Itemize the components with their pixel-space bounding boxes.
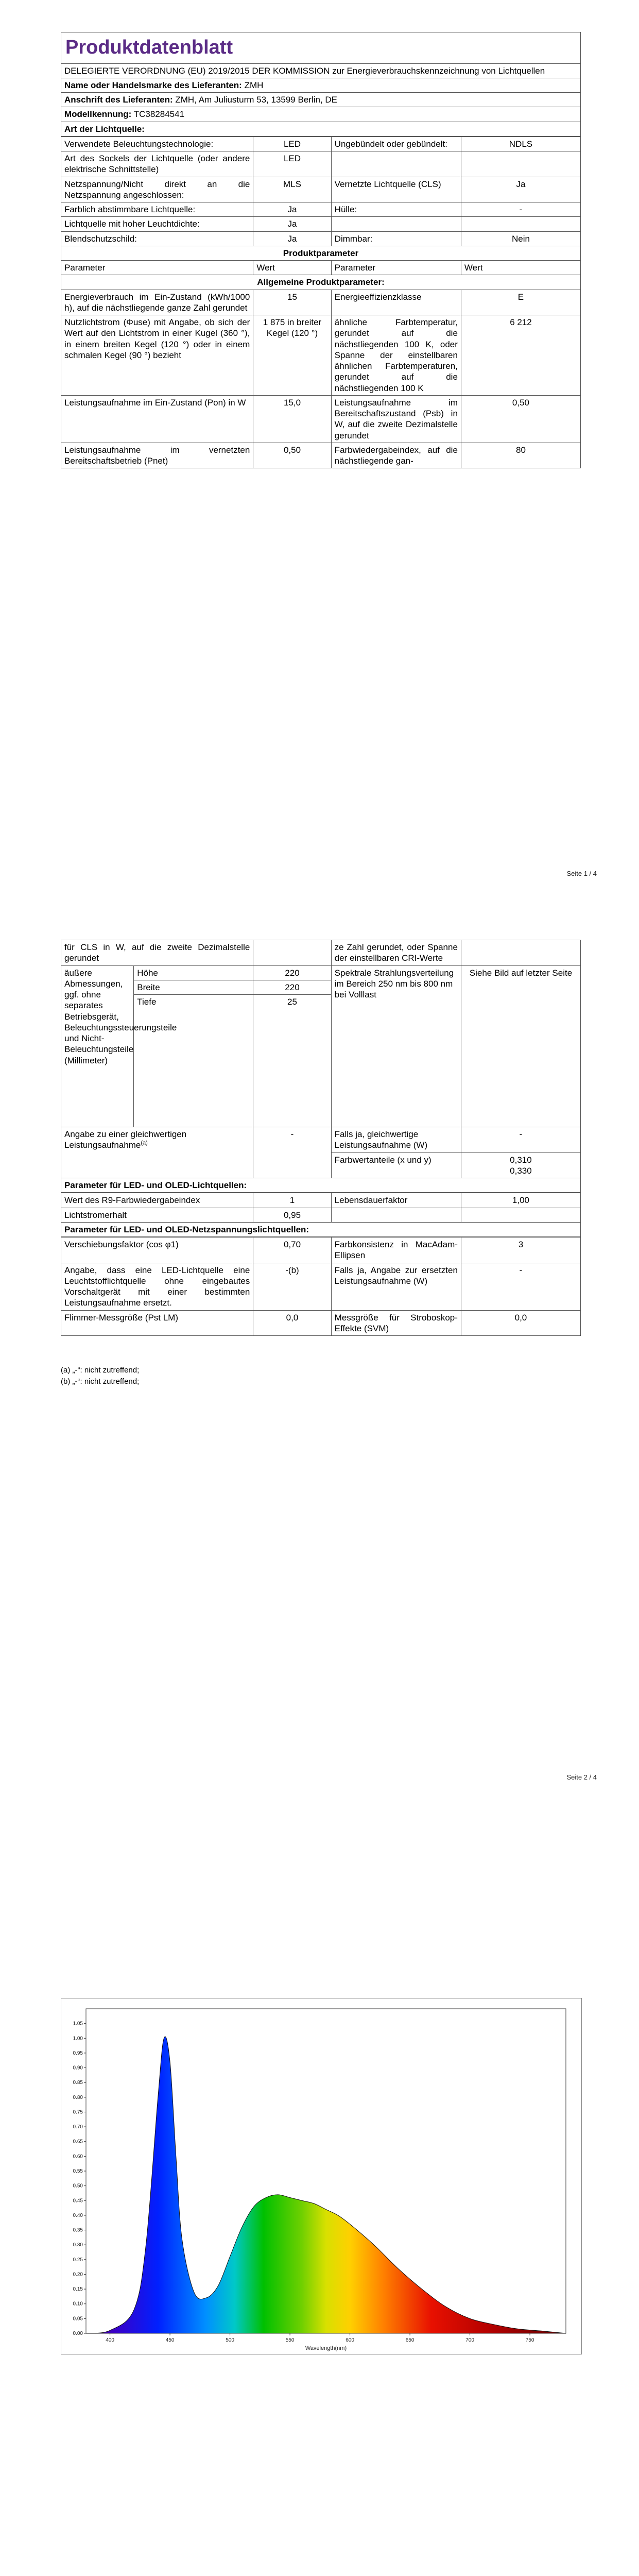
model-row [61, 107, 581, 122]
address-value: ZMH, Am Juliusturm 53, 13599 Berlin, DE [175, 95, 338, 105]
y-tick-label: 0.95 [73, 2050, 83, 2056]
y-tick-label: 0.00 [73, 2331, 83, 2336]
y-tick-label: 0.50 [73, 2183, 83, 2189]
spectrum-chart-svg [61, 1998, 581, 2354]
param-label-2 [331, 151, 461, 177]
datasheet-table-page-1 [61, 32, 581, 468]
x-tick-label: 650 [405, 2337, 415, 2343]
param-label-2: ähnliche Farbtemperatur, gerundet auf die nächstliegenden 100 K, oder Spanne der einstellbaren ähnlichen Farbtemperaturen, gerundet auf die nächstliegenden 100 K [331, 315, 461, 396]
param-value: -(b) [253, 1263, 331, 1310]
page-3 [0, 1807, 639, 2576]
chromaticity-y: 0,330 [510, 1165, 532, 1176]
x-tick-label: 500 [226, 2337, 234, 2343]
param-label-2: Energieeffizienzklasse [331, 290, 461, 315]
param-label: Wert des R9-Farbwiedergabeindex [61, 1193, 253, 1208]
footnotes [61, 1365, 139, 1387]
dim-value-height: 220 [253, 965, 331, 980]
page-number: Seite 2 / 4 [566, 1773, 597, 1781]
y-tick-label: 0.70 [73, 2124, 83, 2130]
param-value-2 [461, 1208, 580, 1222]
param-value: 15 [253, 290, 331, 315]
page-2 [0, 904, 639, 1807]
x-tick-label: 600 [346, 2337, 354, 2343]
param-label-2: Farbkonsistenz in MacAdam-Ellipsen [331, 1237, 461, 1263]
param-value: Ja [253, 202, 331, 217]
y-tick-label: 0.75 [73, 2109, 83, 2115]
general-param-row [61, 395, 581, 443]
supplier-label: Name oder Handelsmarke des Lieferanten: [64, 80, 242, 90]
chromaticity-label: Farbwertanteile (x und y) [331, 1153, 461, 1178]
param-value-2: 80 [461, 443, 580, 468]
dimensions-label: äußere Abmessungen, ggf. ohne separates Betriebsgerät, Beleuchtungssteuerungsteile und Nicht-Beleuchtungsteile (Millimeter) [61, 965, 134, 1127]
y-tick-label: 0.80 [73, 2094, 83, 2100]
general-params-header: Allgemeine Produktparameter: [61, 275, 581, 290]
param-value: 1 875 in breiter Kegel (120 °) [253, 315, 331, 396]
x-tick-label: 700 [465, 2337, 474, 2343]
y-tick-label: 0.90 [73, 2065, 83, 2071]
x-tick-label: 750 [525, 2337, 534, 2343]
equivalent-power-text: Angabe zu einer gleichwertigen Leistungsaufnahme [64, 1129, 187, 1150]
spectrum-area [86, 2037, 566, 2333]
param-label-2: Vernetzte Lichtquelle (CLS) [331, 177, 461, 202]
param-label-2: Messgröße für Stroboskop-Effekte (SVM) [331, 1310, 461, 1336]
y-tick-label: 1.05 [73, 2021, 83, 2027]
light-type-header: Art der Lichtquelle: [61, 122, 581, 137]
param-value-2: 0,50 [461, 395, 580, 443]
param-value: 0,0 [253, 1310, 331, 1336]
dim-value-width: 220 [253, 980, 331, 994]
y-tick-label: 0.40 [73, 2212, 83, 2218]
y-tick-label: 0.05 [73, 2316, 83, 2322]
spectral-value: Siehe Bild auf letzter Seite [461, 965, 580, 1127]
param-label-2: Farbwiedergabeindex, auf die nächstliegende gan- [331, 443, 461, 468]
param-value-2 [461, 217, 580, 231]
equivalent-power-label [61, 1127, 253, 1178]
param-value: Ja [253, 217, 331, 231]
param-label: Leistungsaufnahme im vernetzten Bereitschaftsbetrieb (Pnet) [61, 443, 253, 468]
chart-marks [86, 2037, 566, 2333]
page-title: Produktdatenblatt [61, 32, 581, 64]
col-header-param: Parameter [61, 261, 253, 275]
x-tick-label: 550 [285, 2337, 295, 2343]
param-value-2: - [461, 202, 580, 217]
param-value: LED [253, 137, 331, 151]
param-value-2: 3 [461, 1237, 580, 1263]
chromaticity-x: 0,310 [510, 1155, 532, 1165]
light-type-row [61, 177, 581, 202]
continued-right-value [461, 940, 580, 966]
param-value-2: 1,00 [461, 1193, 580, 1208]
param-label: Flimmer-Messgröße (Pst LM) [61, 1310, 253, 1336]
model-value: TC38284541 [133, 109, 185, 120]
y-tick-label: 0.60 [73, 2154, 83, 2160]
y-tick-label: 0.20 [73, 2272, 83, 2278]
dim-name-width: Breite [134, 980, 253, 994]
col-header-value-2: Wert [461, 261, 580, 275]
mains-param-row [61, 1310, 581, 1336]
y-tick-label: 0.55 [73, 2168, 83, 2174]
param-label-2: Hülle: [331, 202, 461, 217]
y-tick-label: 0.25 [73, 2257, 83, 2263]
light-type-row [61, 231, 581, 246]
light-type-row [61, 217, 581, 231]
y-tick-label: 0.30 [73, 2242, 83, 2248]
mains-params-header: Parameter für LED- und OLED-Netzspannungslichtquellen: [61, 1222, 581, 1237]
param-label-2: Lebensdauerfaktor [331, 1193, 461, 1208]
param-value: 1 [253, 1193, 331, 1208]
param-value: 15,0 [253, 395, 331, 443]
param-label: Verwendete Beleuchtungstechnologie: [61, 137, 253, 151]
x-tick-label: 450 [165, 2337, 175, 2343]
light-type-row [61, 137, 581, 151]
address-row [61, 93, 581, 107]
equivalent-power-right-value: - [461, 1127, 580, 1153]
param-value: MLS [253, 177, 331, 202]
param-label-2: Falls ja, Angabe zur ersetzten Leistungsaufnahme (W) [331, 1263, 461, 1310]
page-number: Seite 1 / 4 [566, 870, 597, 877]
general-param-row [61, 315, 581, 396]
equivalent-power-value: - [253, 1127, 331, 1178]
page-1 [0, 0, 639, 904]
y-tick-label: 0.85 [73, 2080, 83, 2086]
param-label: Angabe, dass eine LED-Lichtquelle eine Leuchtstofflichtquelle ohne eingebautes Vorschaltgerät mit einer bestimmten Leistungsaufnahme ersetzt. [61, 1263, 253, 1310]
param-label-2: Ungebündelt oder gebündelt: [331, 137, 461, 151]
param-label: Blendschutzschild: [61, 231, 253, 246]
param-value-2: E [461, 290, 580, 315]
param-label: Verschiebungsfaktor (cos φ1) [61, 1237, 253, 1263]
general-param-row [61, 290, 581, 315]
supplier-row [61, 78, 581, 92]
col-header-param-2: Parameter [331, 261, 461, 275]
param-value-2: NDLS [461, 137, 580, 151]
param-value: 0,95 [253, 1208, 331, 1222]
led-params-header: Parameter für LED- und OLED-Lichtquellen: [61, 1178, 581, 1193]
address-label: Anschrift des Lieferanten: [64, 95, 173, 105]
param-value: 0,70 [253, 1237, 331, 1263]
param-label-2: Leistungsaufnahme im Bereitschaftszustand (Psb) in W, auf die zweite Dezimalstelle gerundet [331, 395, 461, 443]
param-label: Lichtquelle mit hoher Leuchtdichte: [61, 217, 253, 231]
continued-left: für CLS in W, auf die zweite Dezimalstelle gerundet [61, 940, 253, 966]
general-param-row [61, 443, 581, 468]
y-tick-label: 0.15 [73, 2286, 83, 2293]
y-tick-label: 0.35 [73, 2227, 83, 2233]
dim-name-depth: Tiefe [134, 995, 253, 1127]
param-value-2: 6 212 [461, 315, 580, 396]
model-label: Modellkennung: [64, 109, 132, 120]
param-value: 0,50 [253, 443, 331, 468]
led-param-row [61, 1208, 581, 1222]
x-axis-label: Wavelength(nm) [305, 2345, 347, 2351]
param-value-2: Nein [461, 231, 580, 246]
param-label: Energieverbrauch im Ein-Zustand (kWh/1000 h), auf die nächstliegende ganze Zahl gerundet [61, 290, 253, 315]
param-label-2: Dimmbar: [331, 231, 461, 246]
light-type-row [61, 202, 581, 217]
y-tick-label: 0.65 [73, 2139, 83, 2145]
x-tick-label: 400 [106, 2337, 114, 2343]
datasheet-table-page-2 [61, 940, 581, 1336]
param-label: Art des Sockels der Lichtquelle (oder andere elektrische Schnittstelle) [61, 151, 253, 177]
product-params-header: Produktparameter [61, 246, 581, 260]
equivalent-power-right-label: Falls ja, gleichwertige Leistungsaufnahme (W) [331, 1127, 461, 1153]
light-type-row [61, 151, 581, 177]
param-value-2: 0,0 [461, 1310, 580, 1336]
param-value-2: Ja [461, 177, 580, 202]
param-label: Nutzlichtstrom (Φuse) mit Angabe, ob sich der Wert auf den Lichtstrom in einer Kugel (360 °), in einem breiten Kegel (120 °) oder in einem schmalen Kegel (90 °) bezieht [61, 315, 253, 396]
param-value-2: - [461, 1263, 580, 1310]
param-label: Lichtstromerhalt [61, 1208, 253, 1222]
equivalent-power-footnote-ref: (a) [141, 1140, 148, 1146]
dim-value-depth: 25 [253, 995, 331, 1127]
continued-left-value [253, 940, 331, 966]
param-label-2 [331, 217, 461, 231]
continued-right: ze Zahl gerundet, oder Spanne der einstellbaren CRI-Werte [331, 940, 461, 966]
param-label: Netzspannung/Nicht direkt an die Netzspannung angeschlossen: [61, 177, 253, 202]
param-value: LED [253, 151, 331, 177]
footnote-a: (a) „-“: nicht zutreffend; [61, 1366, 140, 1375]
mains-param-row [61, 1237, 581, 1263]
param-value-2 [461, 151, 580, 177]
mains-param-row [61, 1263, 581, 1310]
supplier-value: ZMH [244, 80, 264, 90]
param-label-2 [331, 1208, 461, 1222]
param-label: Farblich abstimmbare Lichtquelle: [61, 202, 253, 217]
spectrum-chart [61, 1998, 582, 2354]
param-value: Ja [253, 231, 331, 246]
led-param-row [61, 1193, 581, 1208]
y-tick-label: 0.45 [73, 2198, 83, 2204]
dim-name-height: Höhe [134, 965, 253, 980]
footnote-b: (b) „-“: nicht zutreffend; [61, 1377, 140, 1386]
y-tick-label: 1.00 [73, 2036, 83, 2042]
param-label: Leistungsaufnahme im Ein-Zustand (Pon) in W [61, 395, 253, 443]
spectral-label: Spektrale Strahlungsverteilung im Bereich 250 nm bis 800 nm bei Volllast [331, 965, 461, 1127]
col-header-value: Wert [253, 261, 331, 275]
y-tick-label: 0.10 [73, 2301, 83, 2307]
chromaticity-values [461, 1153, 580, 1178]
regulation-text: DELEGIERTE VERORDNUNG (EU) 2019/2015 DER KOMMISSION zur Energieverbrauchskennzeichnung von Lichtquellen [61, 63, 581, 78]
